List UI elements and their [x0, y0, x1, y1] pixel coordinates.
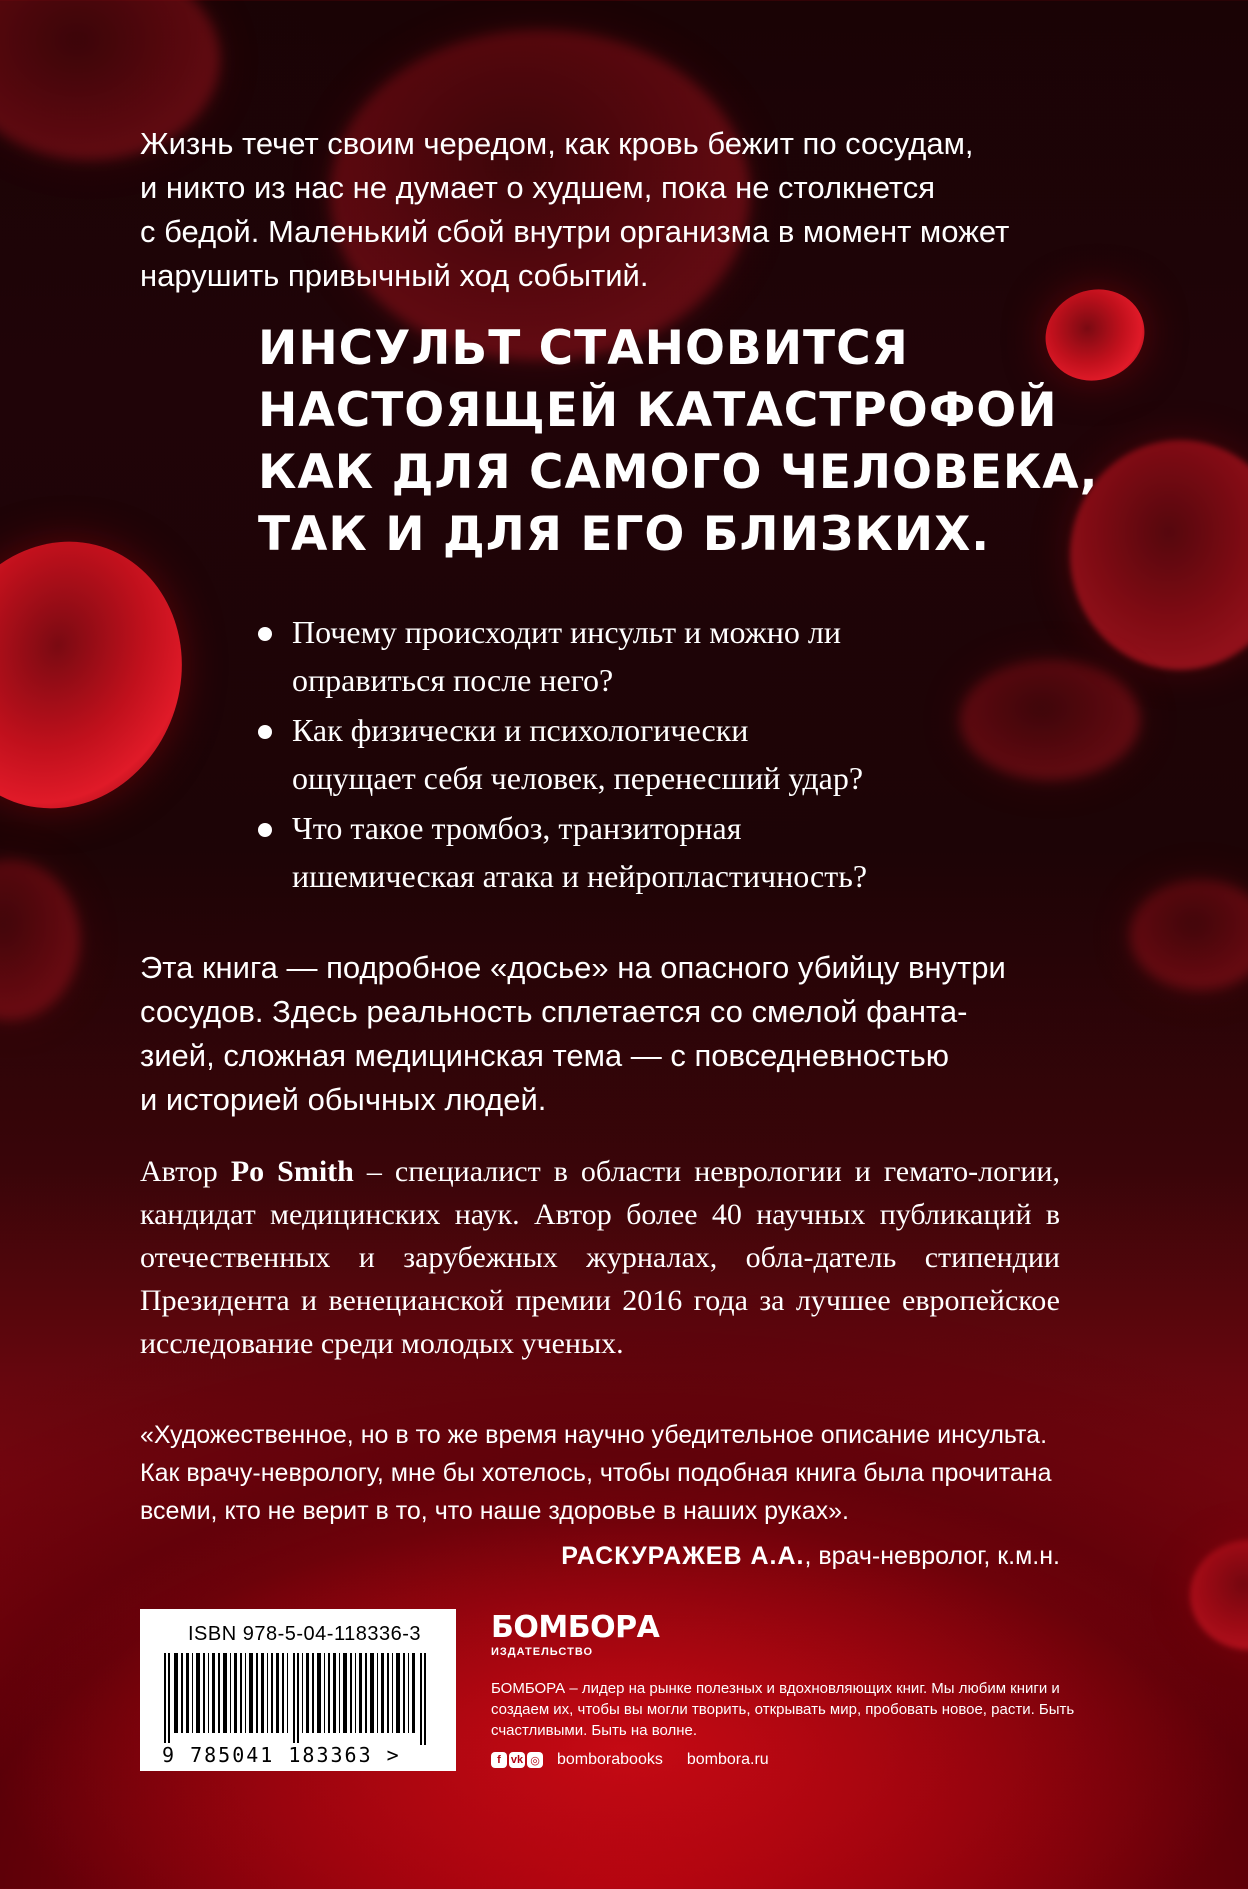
description-line: Эта книга — подробное «досье» на опасного убийцу внутри [140, 950, 1006, 985]
author-prefix: Автор [140, 1155, 231, 1188]
publisher-description: БОМБОРА – лидер на рынке полезных и вдохновляющих книг. Мы любим книги и создаем их, чтобы вы могли творить, открывать мир, пробовать новое, расти. Быть счастливыми. Быть на волне. [491, 1680, 1075, 1739]
bullet-icon [258, 823, 272, 837]
review-quote: «Художественное, но в то же время научно убедительное описание инсульта. Как врачу-неврологу, мне бы хотелось, чтобы подобная книга была прочитана всеми, кто не верит в то, что наше здоровье в наших руках». [140, 1421, 1052, 1525]
bullet-icon [258, 725, 272, 739]
description-line: зией, сложная медицинская тема — с повседневностью [140, 1038, 950, 1073]
social-icons [491, 1752, 543, 1768]
author-bio [140, 1150, 1060, 1365]
barcode-icon [162, 1653, 432, 1745]
barcode-number: 9 785041 183363 > [162, 1743, 405, 1767]
author-bio-text: – специалист в области неврологии и гемато-логии, кандидат медицинских наук. Автор более 40 научных публикаций в отечественных и зарубежных журналах, обла-датель стипендии Президента и венецианской премии 2016 года за лучшее европейское исследование среди молодых ученых. [140, 1155, 1060, 1360]
review-signature [140, 1542, 1060, 1571]
facebook-icon: f [491, 1752, 507, 1768]
list-item [258, 608, 1058, 704]
bullet-icon [258, 627, 272, 641]
publisher-handle: bomborabooks [557, 1751, 663, 1768]
isbn-barcode-box [140, 1609, 456, 1771]
vk-icon: vk [510, 1754, 524, 1766]
intro-paragraph [140, 122, 1060, 298]
description-line: и историей обычных людей. [140, 1082, 547, 1117]
list-item [258, 804, 1058, 900]
intro-line: Жизнь течет своим чередом, как кровь бежит по сосудам, [140, 126, 974, 161]
list-item-text: ишемическая атака и нейропластичность? [292, 858, 868, 894]
publisher-subtitle: ИЗДАТЕЛЬСТВО [491, 1646, 594, 1658]
list-item-text: оправиться после него? [292, 662, 614, 698]
list-item-text: Почему происходит инсульт и можно ли [292, 614, 841, 650]
list-item [258, 706, 1058, 802]
instagram-icon: ◎ [527, 1752, 543, 1768]
list-item-text: Что такое тромбоз, транзиторная [292, 810, 742, 846]
publisher-block [491, 1612, 1091, 1769]
list-item-text: ощущает себя человек, перенесший удар? [292, 760, 864, 796]
reviewer-role: , врач-невролог, к.м.н. [804, 1542, 1060, 1570]
intro-line: нарушить привычный ход событий. [140, 258, 649, 293]
headline-line: НАСТОЯЩЕЙ КАТАСТРОФОЙ [258, 383, 1058, 438]
headline-line: ТАК И ДЛЯ ЕГО БЛИЗКИХ. [258, 507, 991, 562]
intro-line: с бедой. Маленький сбой внутри организма в момент может [140, 214, 1010, 249]
headline [258, 318, 1118, 566]
list-item-text: Как физически и психологически [292, 712, 749, 748]
reviewer-name: РАСКУРАЖЕВ А.А. [561, 1542, 805, 1570]
description-line: сосудов. Здесь реальность сплетается со смелой фанта- [140, 994, 968, 1029]
question-list [258, 608, 1058, 902]
headline-line: ИНСУЛЬТ СТАНОВИТСЯ [258, 321, 909, 376]
book-description [140, 946, 1060, 1122]
publisher-site: bombora.ru [686, 1751, 769, 1768]
publisher-links [491, 1751, 1091, 1769]
author-name: Po Smith [230, 1155, 354, 1188]
intro-line: и никто из нас не думает о худшем, пока не столкнется [140, 170, 936, 205]
isbn-label: ISBN 978-5-04-118336-3 [188, 1623, 421, 1645]
publisher-logo: БОМБОРА [491, 1610, 660, 1645]
headline-line: КАК ДЛЯ САМОГО ЧЕЛОВЕКА, [258, 445, 1099, 500]
